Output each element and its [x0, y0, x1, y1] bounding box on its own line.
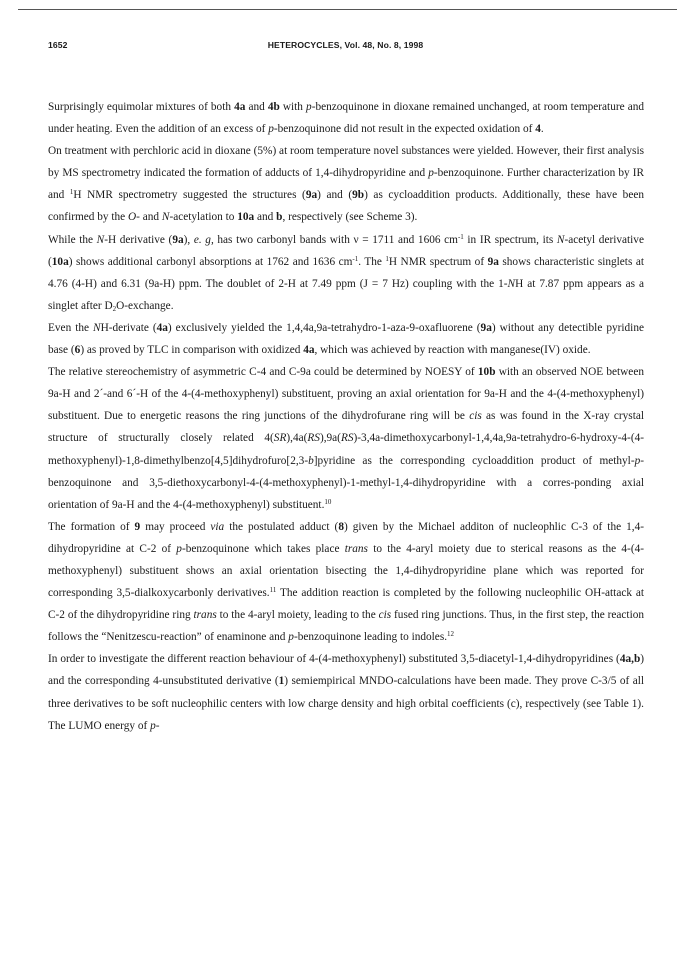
- text-run: p: [268, 123, 274, 136]
- text-run: N: [161, 211, 170, 224]
- text-run: -H derivative (: [104, 233, 173, 246]
- text-run: fused ring junctions. Thus, in the first step, the reaction follows the “Nenitzescu-reaction” of enaminone and: [48, 609, 645, 644]
- text-run: -acetyl derivative (: [48, 233, 644, 268]
- text-run: 2: [112, 304, 117, 313]
- running-header: [48, 40, 643, 54]
- text-run: ]pyridine as the corresponding cycloaddition product of methyl-: [313, 454, 635, 467]
- text-run: The relative stereochemistry of asymmetric C-4 and C-9a could be determined by NOESY of: [48, 366, 478, 379]
- text-run: p: [428, 167, 434, 180]
- text-run: in IR spectrum, its: [463, 233, 557, 246]
- text-run: Even the: [48, 321, 94, 334]
- text-run: -: [155, 719, 160, 732]
- text-run: -benzoquinone and 3,5-diethoxycarbonyl-4-(4-methoxyphenyl)-1-methyl-1,4-dihydropyridine with a corres-ponding axial orientation of 9a-H and the 4-(4-methoxyphenyl) substituent.: [48, 454, 644, 511]
- journal-citation: HETEROCYCLES, Vol. 48, No. 8, 1998: [267, 40, 424, 50]
- text-run: 9: [134, 520, 141, 533]
- text-run: 6: [74, 344, 81, 357]
- text-run: b: [276, 211, 283, 224]
- text-run: 9b: [352, 189, 365, 202]
- text-run: 4b: [267, 101, 280, 113]
- paragraph-6: [48, 516, 644, 649]
- paragraph-5: [48, 361, 644, 516]
- text-run: -acetylation to: [169, 211, 238, 224]
- text-run: ),: [183, 233, 194, 246]
- text-run: trans: [344, 542, 368, 555]
- text-run: 10a: [51, 255, 69, 268]
- text-run: 12: [447, 630, 455, 639]
- text-run: ),4a(: [286, 432, 308, 445]
- text-run: -1: [457, 232, 464, 241]
- text-run: ) without any detectible pyridine base (: [48, 321, 644, 357]
- text-run: may proceed: [140, 520, 211, 533]
- text-run: 1: [278, 675, 285, 688]
- text-run: as was found in the X-ray crystal structure of structurally closely related 4(: [48, 410, 644, 445]
- text-run: While the: [48, 233, 97, 246]
- text-run: . The: [358, 255, 386, 268]
- paragraph-7: [48, 648, 644, 736]
- body-text: [48, 96, 644, 737]
- text-run: p: [288, 631, 294, 644]
- text-run: N: [556, 233, 565, 246]
- text-run: ) and the corresponding 4-unsubstituted derivative (: [48, 653, 644, 688]
- text-run: e. g,: [193, 233, 214, 246]
- text-run: , respectively (see Scheme 3).: [282, 211, 418, 224]
- text-run: shows characteristic singlets at 4.76 (4-H) and 6.31 (9a-H) ppm. The doublet of 2-H at 7.49 ppm (J = 7 Hz) coupling with the 1-: [48, 255, 644, 290]
- text-run: The addition reaction is completed by the following nucleophilic OH-attack at C-2 of the dihydropyridine ring: [48, 587, 644, 622]
- text-run: SR: [273, 432, 287, 445]
- text-run: 4: [535, 123, 541, 136]
- text-run: and: [254, 211, 277, 224]
- text-run: O-exchange.: [116, 299, 174, 312]
- text-run: ) and (: [317, 189, 353, 202]
- text-run: 9a: [487, 255, 499, 268]
- text-run: ),9a(: [319, 432, 341, 445]
- text-run: 9a: [172, 233, 184, 246]
- text-run: -benzoquinone leading to indoles.: [293, 631, 448, 644]
- text-run: In order to investigate the different reaction behaviour of 4-(4-methoxyphenyl) substituted 3,5-diacetyl-1,4-dihydropyridines (: [48, 653, 620, 666]
- text-run: The formation of: [48, 520, 135, 533]
- paragraph-1: [48, 96, 644, 140]
- text-run: N: [93, 321, 101, 334]
- text-run: to the 4-aryl moiety, leading to the: [216, 609, 379, 622]
- text-run: H NMR spectrum of: [388, 255, 488, 268]
- text-run: to the 4-aryl moiety due to sterical reasons as the 4-(4-methoxyphenyl) substituent shows an axial orientation bisecting the 1,4-dihydropyridine plane which was reported for corresponding 3,5-dialkoxycarbonly derivatives.: [48, 542, 644, 600]
- text-run: 4a,b: [619, 653, 641, 666]
- text-run: -benzoquinone. Further characterization by IR and: [48, 167, 644, 202]
- text-run: ) shows additional carbonyl absorptions at 1762 and 1636 cm: [68, 255, 353, 268]
- text-run: with an observed NOE between 9a-H and 2´-and 6´-H of the 4-(4-methoxyphenyl) substituent, proving an axial orientation for 9a-H and the 4-(4-methoxyphenyl) substituent. Due to energetic reasons the ring junctions of the dihydrofurane ring will be: [48, 366, 644, 423]
- text-run: On treatment with perchloric acid in dioxane (5%) at room temperature novel substances were yielded. However, their first analysis by MS spectrometry indicated the formation of adducts of 1,4-dihydropyridine and: [48, 145, 644, 180]
- text-run: b: [308, 454, 314, 467]
- text-run: H-derivate (: [100, 321, 157, 334]
- text-run: ) as proved by TLC in comparison with oxidized: [80, 344, 304, 357]
- text-run: 1: [69, 188, 74, 197]
- text-run: H NMR spectrometry suggested the structures (: [73, 189, 306, 202]
- text-run: -benzoquinone did not result in the expected oxidation of: [273, 123, 536, 136]
- paragraph-2: [48, 140, 644, 228]
- text-run: p: [634, 454, 641, 467]
- text-run: Surprisingly equimolar mixtures of both: [48, 101, 235, 113]
- top-rule: [18, 9, 677, 10]
- text-run: cis: [378, 609, 392, 622]
- text-run: has two carbonyl bands with ν = 1711 and 1606 cm: [213, 233, 458, 246]
- text-run: p: [176, 542, 182, 555]
- text-run: and: [245, 101, 268, 113]
- text-run: ) as cycloaddition products. Additionally, these have been confirmed by the: [48, 189, 644, 224]
- text-run: 4a: [234, 101, 246, 113]
- text-run: , which was achieved by reaction with manganese(IV) oxide.: [314, 344, 591, 357]
- paragraph-3: [48, 229, 644, 317]
- text-run: )-3,4a-dimethoxycarbonyl-1,4,4a,9a-tetrahydro-6-hydroxy-4-(4-methoxyphenyl)-1,8-dimethylbenzo[4,5]dihydrofuro[2,3-: [48, 432, 644, 467]
- text-run: the postulated adduct (: [224, 520, 339, 533]
- text-run: ) exclusively yielded the 1,4,4a,9a-tetrahydro-1-aza-9-oxafluorene (: [167, 321, 481, 334]
- paragraph-4: [48, 317, 644, 361]
- page-number: 1652: [48, 40, 68, 50]
- text-run: RS: [340, 432, 354, 445]
- text-run: cis: [469, 410, 482, 423]
- text-run: -1: [352, 254, 359, 263]
- text-run: 4a: [303, 344, 315, 357]
- text-run: 11: [269, 586, 277, 595]
- text-run: N: [96, 233, 105, 246]
- text-run: -benzoquinone in dioxane remained unchanged, at room temperature and under heating. Even the addition of an excess of: [48, 101, 645, 136]
- text-run: .: [540, 123, 544, 136]
- text-run: 10b: [477, 366, 496, 379]
- text-run: N: [507, 277, 516, 290]
- text-run: p: [306, 101, 312, 113]
- text-run: 9a: [305, 189, 318, 202]
- text-run: p: [150, 719, 156, 732]
- text-run: ) given by the Michael additon of nucleophlic C-3 of the 1,4-dihydropyridine at C-2 of: [48, 520, 644, 555]
- text-run: 10: [324, 497, 332, 506]
- text-run: with: [279, 101, 307, 113]
- text-run: H at 7.87 ppm appears as a singlet after D: [48, 277, 644, 312]
- text-run: 4a: [156, 321, 168, 334]
- text-run: - and: [136, 211, 162, 224]
- text-run: 9a: [480, 321, 492, 334]
- text-run: via: [210, 520, 225, 533]
- text-run: 1: [385, 254, 389, 263]
- text-run: ) semiempirical MNDO-calculations have been made. They prove C-3/5 of all three derivatives to be soft nucleophilic centers with low charge density and high orbital coefficients (c), respectively (see Table 1). The LUMO energy of: [48, 675, 644, 732]
- text-run: RS: [307, 432, 320, 445]
- text-run: 10a: [237, 211, 255, 224]
- text-run: -benzoquinone which takes place: [181, 542, 345, 555]
- text-run: trans: [193, 609, 217, 622]
- text-run: 8: [338, 520, 344, 533]
- text-run: O: [128, 211, 137, 224]
